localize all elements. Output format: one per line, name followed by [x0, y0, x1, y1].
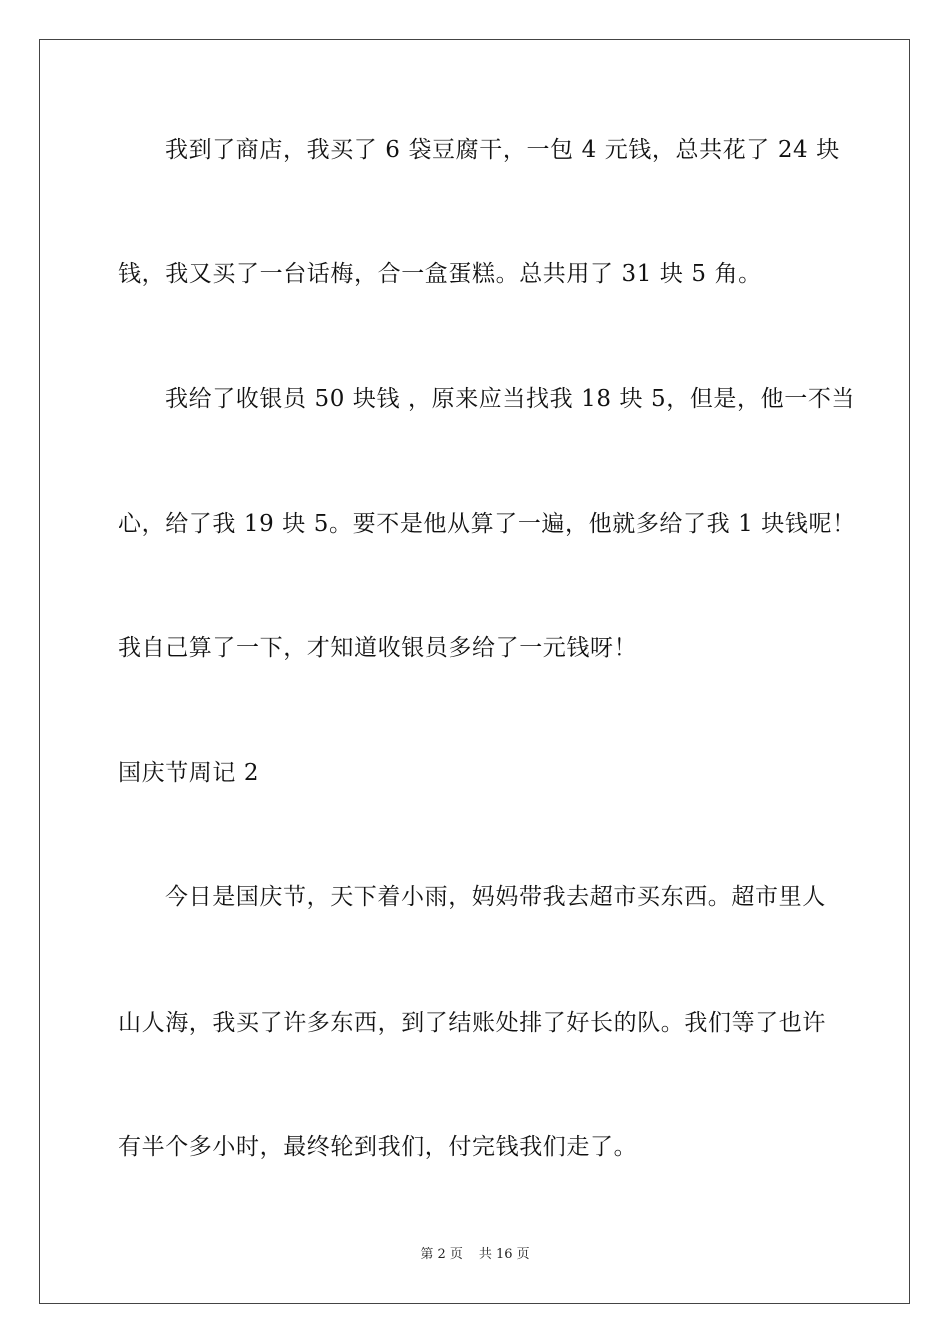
page-number: 第 2 页 [420, 1247, 463, 1262]
paragraph-line: 心，给了我 19 块 5。要不是他从算了一遍，他就多给了我 1 块钱呢！ [118, 511, 856, 537]
page-frame [39, 39, 910, 1304]
paragraph-line: 今日是国庆节，天下着小雨，妈妈带我去超市买东西。超市里人 [165, 884, 826, 910]
paragraph-line: 我自己算了一下，才知道收银员多给了一元钱呀！ [118, 635, 638, 661]
paragraph-line: 山人海，我买了许多东西，到了结账处排了好长的队。我们等了也许 [118, 1010, 826, 1036]
paragraph-line: 有半个多小时，最终轮到我们，付完钱我们走了。 [118, 1134, 638, 1160]
page-footer [0, 1246, 950, 1264]
section-heading: 国庆节周记 2 [118, 760, 260, 786]
paragraph-line: 钱，我又买了一台话梅，合一盒蛋糕。总共用了 31 块 5 角。 [118, 261, 762, 287]
page-total: 共 16 页 [478, 1247, 530, 1262]
paragraph-line: 我到了商店，我买了 6 袋豆腐干，一包 4 元钱，总共花了 24 块 [165, 137, 840, 163]
paragraph-line: 我给了收银员 50 块钱 ，原来应当找我 18 块 5，但是，他一不当 [165, 386, 856, 412]
